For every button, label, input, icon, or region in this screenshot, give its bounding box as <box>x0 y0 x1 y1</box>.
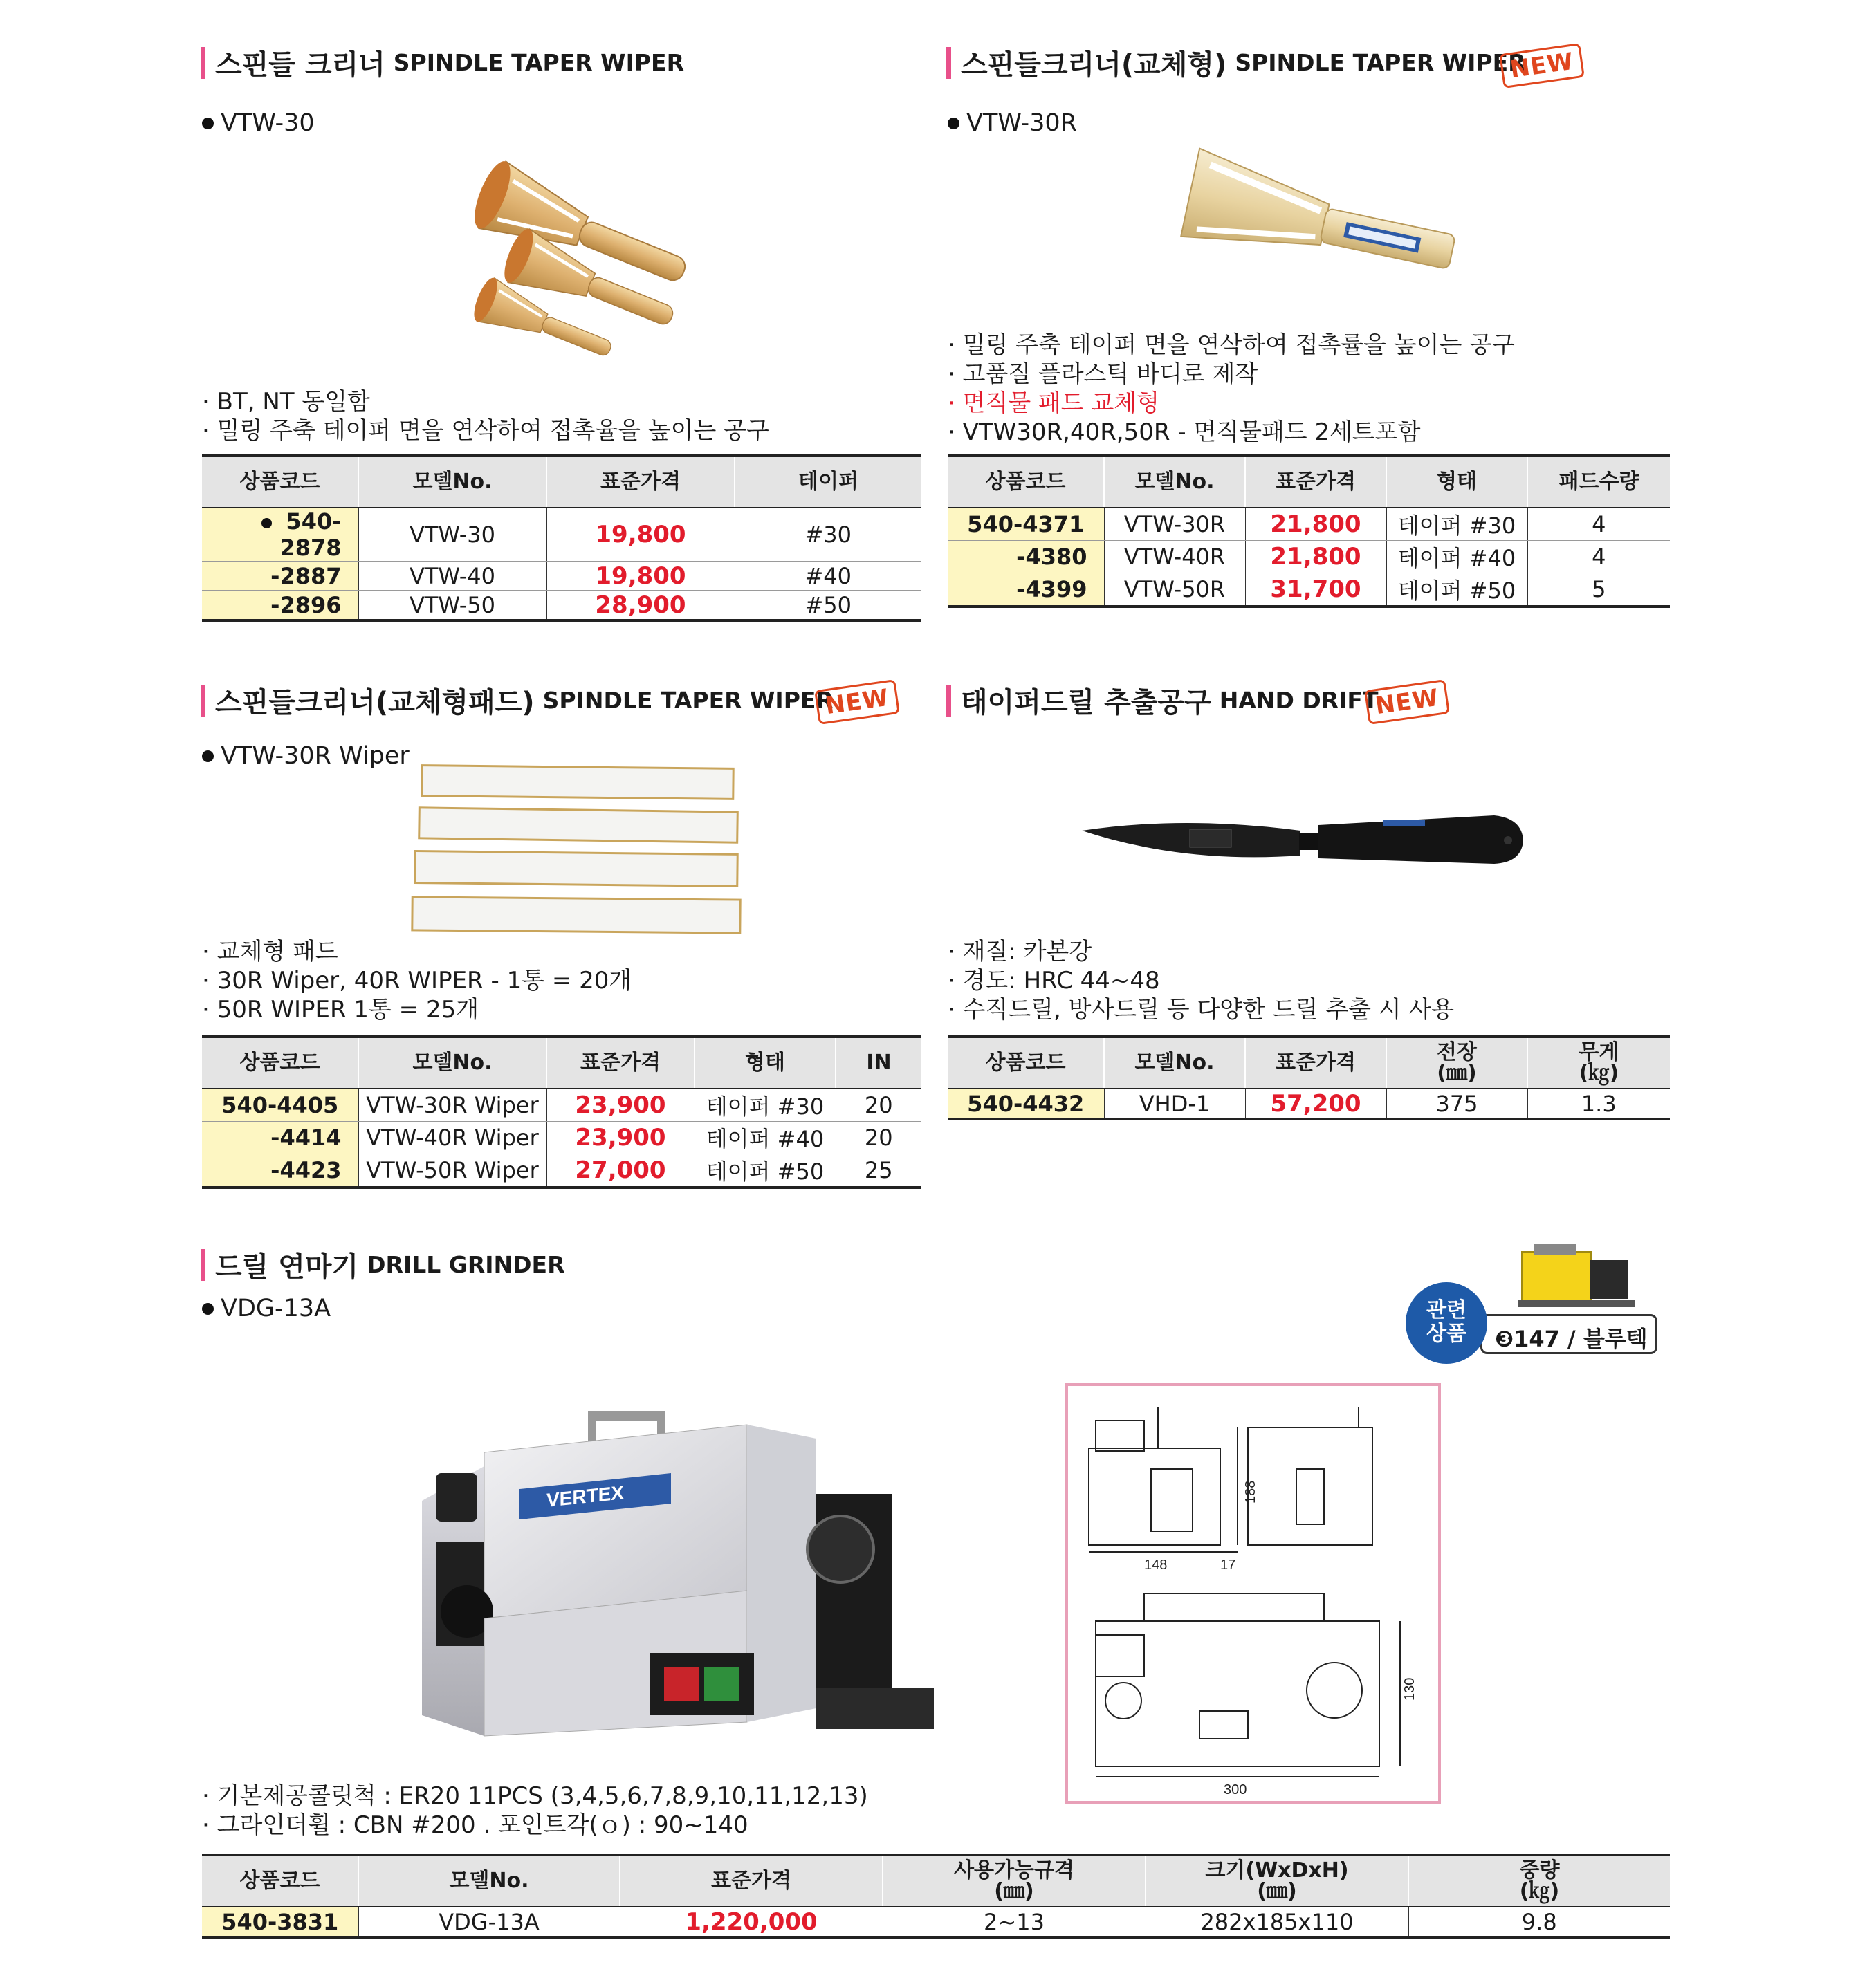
spec-table-wiper <box>202 1035 921 1189</box>
table-row: -2887 VTW-40 19,800 #40 <box>202 562 921 591</box>
table-header: 상품코드 모델No. 표준가격 테이퍼 <box>202 456 921 508</box>
product-image-drill-grinder <box>408 1383 941 1750</box>
table-row: -4380 VTW-40R 21,800 테이퍼 #40 4 <box>948 541 1670 573</box>
feature-item: · 밀링 주축 테이퍼 면을 연삭하여 접촉율을 높이는 공구 <box>202 417 769 445</box>
dim-height-front: 130 <box>1402 1677 1417 1701</box>
feature-list <box>202 1782 868 1840</box>
feature-list <box>948 331 1515 447</box>
new-badge: NEW <box>1499 43 1585 89</box>
new-badge: NEW <box>1364 679 1450 725</box>
table-header: 상품코드 모델No. 표준가격 전장 (㎜) 무게 (㎏) <box>948 1037 1670 1089</box>
table-row: -4423 VTW-50R Wiper 27,000 테이퍼 #50 25 <box>202 1154 921 1188</box>
brand-logo: VERTEX <box>546 1481 624 1511</box>
product-image-vtw30r <box>1176 145 1466 277</box>
feature-item: · 경도: HRC 44~48 <box>948 967 1160 995</box>
table-header: 상품코드 모델No. 표준가격 형태 패드수량 <box>948 456 1670 508</box>
technical-drawing <box>1065 1383 1441 1804</box>
related-product-image <box>1515 1238 1639 1314</box>
dim-width-bottom: 300 <box>1224 1782 1247 1797</box>
spec-table-vtw30r <box>948 454 1670 608</box>
title-en: SPINDLE TAPER WIPER <box>393 49 684 76</box>
table-row: 540-4405 VTW-30R Wiper 23,900 테이퍼 #30 20 <box>202 1089 921 1122</box>
section-title-drill-grinder: 드릴 연마기 DRILL GRINDER <box>201 1245 565 1284</box>
feature-item: · 그라인더휠 : CBN #200 . 포인트각(ｏ) : 90~140 <box>202 1811 748 1839</box>
product-image-hand-drift <box>1079 806 1529 882</box>
spec-table-drill-grinder <box>202 1854 1670 1939</box>
section-title-spindle-wiper-replaceable: 스핀들크리너(교체형) SPINDLE TAPER WIPER <box>946 43 1526 82</box>
spec-table-hand-drift <box>948 1035 1670 1120</box>
table-row: 540-4432 VHD-1 57,200 375 1.3 <box>948 1089 1670 1119</box>
feature-item: · 기본제공콜릿척 : ER20 11PCS (3,4,5,6,7,8,9,10,11,12,13) <box>202 1782 868 1810</box>
model-label: VTW-30R <box>948 109 1077 137</box>
feature-item: · 50R WIPER 1통 = 25개 <box>202 996 479 1024</box>
feature-item: · 고품질 플라스틱 바디로 제작 <box>948 360 1258 388</box>
table-row: 540-3831 VDG-13A 1,220,000 2~13 282x185x110 9.8 <box>202 1907 1670 1937</box>
table-row: 540-2878 VTW-30 19,800 #30 <box>202 508 921 562</box>
product-image-vtw30 <box>415 131 747 367</box>
feature-list <box>202 937 632 1024</box>
feature-item-highlight: · 면직물 패드 교체형 <box>948 389 1159 417</box>
feature-item: · 수직드릴, 방사드릴 등 다양한 드릴 추출 시 사용 <box>948 996 1455 1024</box>
table-row: -4414 VTW-40R Wiper 23,900 테이퍼 #40 20 <box>202 1122 921 1154</box>
spec-table-vtw30 <box>202 454 921 622</box>
dim-offset: 17 <box>1220 1558 1236 1573</box>
feature-item: · 교체형 패드 <box>202 938 338 965</box>
feature-item: · BT, NT 동일함 <box>202 388 370 416</box>
section-title-replaceable-pad: 스핀들크리너(교체형패드) SPINDLE TAPER WIPER <box>201 681 834 720</box>
feature-item: · VTW30R,40R,50R - 면직물패드 2세트포함 <box>948 418 1421 446</box>
feature-item: · 밀링 주축 테이퍼 면을 연삭하여 접촉률을 높이는 공구 <box>948 331 1515 359</box>
model-label: VTW-30R Wiper <box>202 742 410 770</box>
feature-item: · 30R Wiper, 40R WIPER - 1통 = 20개 <box>202 967 632 995</box>
section-title-hand-drift: 태이퍼드릴 추출공구 HAND DRIFT <box>946 681 1378 720</box>
feature-list <box>948 937 1454 1024</box>
dim-width-front: 148 <box>1144 1558 1168 1573</box>
model-label: VTW-30 <box>202 109 315 137</box>
product-image-wiper-pads <box>408 764 747 937</box>
table-row: -2896 VTW-50 28,900 #50 <box>202 591 921 621</box>
table-row: -4399 VTW-50R 31,700 테이퍼 #50 5 <box>948 573 1670 607</box>
table-row: 540-4371 VTW-30R 21,800 테이퍼 #30 4 <box>948 508 1670 541</box>
related-product-ref[interactable]: ❸147 / 블루텍 <box>1480 1314 1657 1354</box>
bullet-dot-icon <box>261 518 272 528</box>
feature-item: · 재질: 카본강 <box>948 938 1092 965</box>
feature-list <box>202 387 769 445</box>
related-product-badge: 관련 상품 <box>1406 1282 1487 1364</box>
title-ko: 스핀들 크리너 <box>215 49 385 81</box>
table-header: 상품코드 모델No. 표준가격 형태 IN <box>202 1037 921 1089</box>
dim-height-side: 188 <box>1243 1480 1258 1504</box>
section-title-spindle-wiper <box>201 43 684 82</box>
table-header: 상품코드 모델No. 표준가격 사용가능규격 (㎜) 크기(WxDxH) (㎜) 중량 (㎏) <box>202 1855 1670 1907</box>
model-label: VDG-13A <box>202 1295 331 1322</box>
new-badge: NEW <box>814 679 900 725</box>
